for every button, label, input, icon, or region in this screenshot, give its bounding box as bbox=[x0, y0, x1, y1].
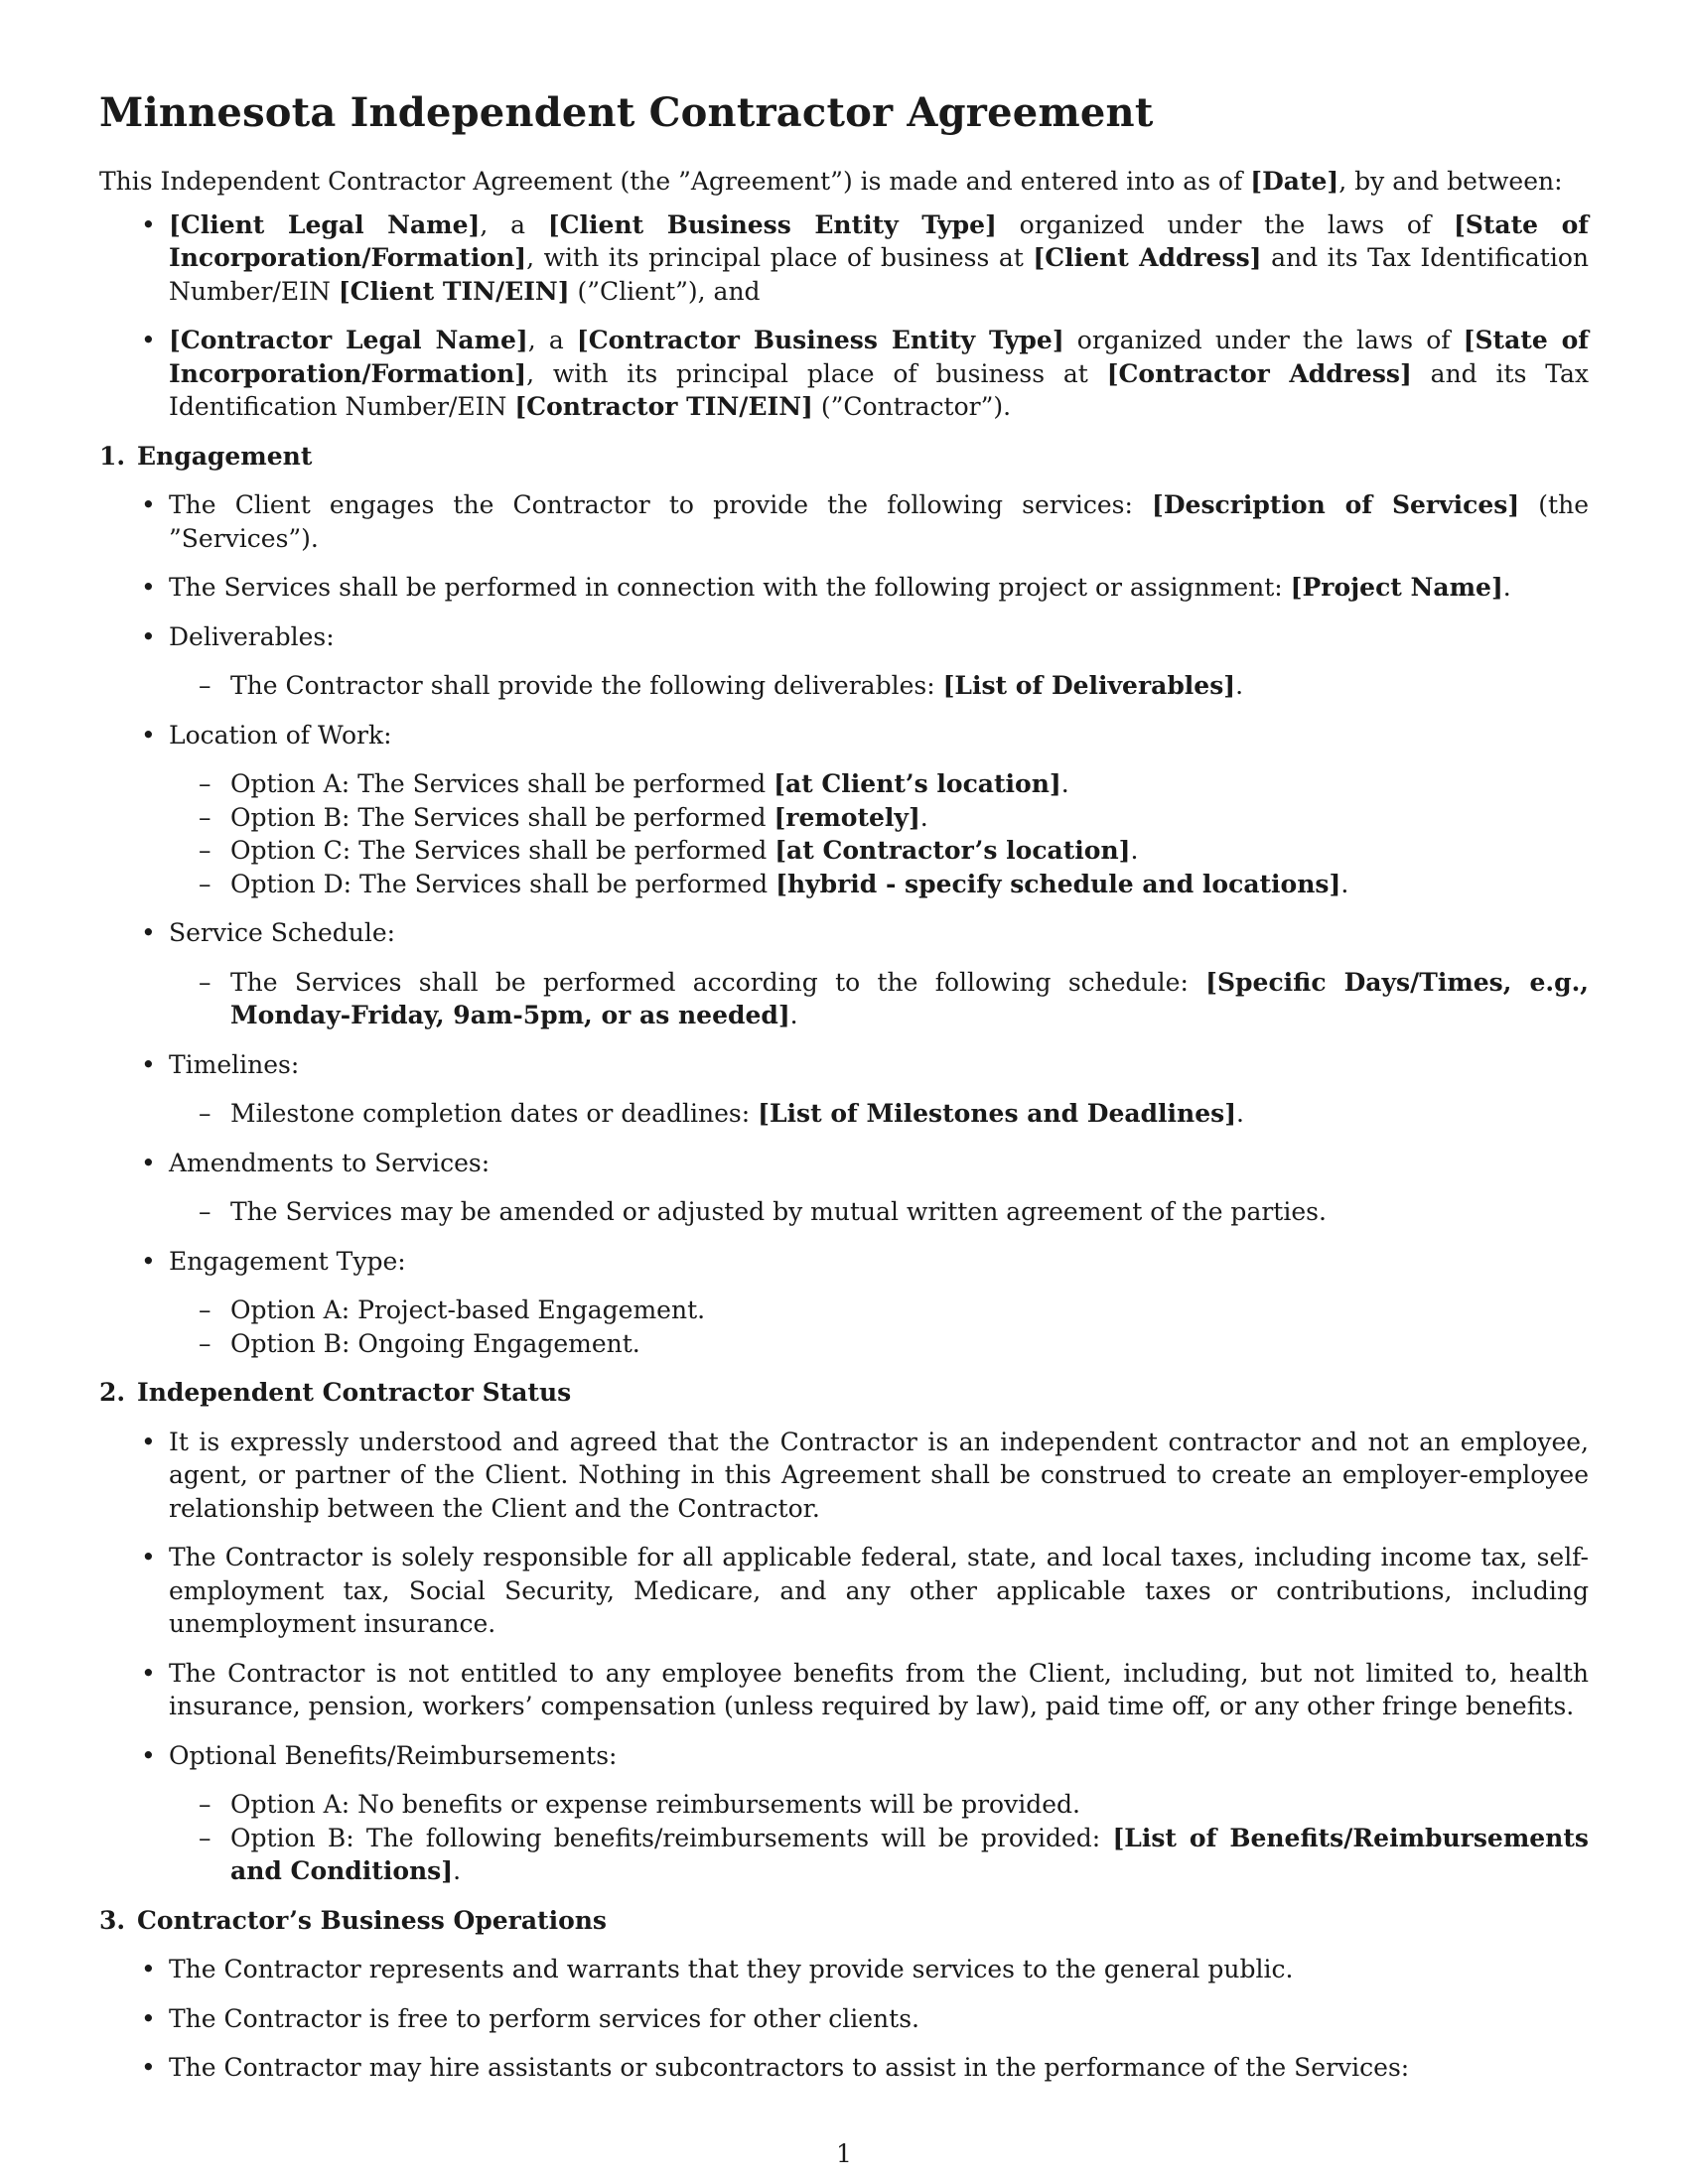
text-segment: It is expressly understood and agreed that the Contractor is an independent contractor and not an employee, agent, or partner of the Client. Nothing in this Agreement shall be construed to create an employer-employee relationship between the Client and the Contractor. bbox=[169, 1427, 1589, 1523]
text-segment: . bbox=[789, 1001, 798, 1029]
parties-list bbox=[99, 208, 1589, 424]
section-title: Contractor’s Business Operations bbox=[137, 1905, 607, 1935]
section-title: Engagement bbox=[137, 441, 313, 471]
text-segment: and its Tax Identification Number/EIN bbox=[169, 243, 1590, 306]
placeholder-field: [Client Address] bbox=[1033, 243, 1262, 272]
placeholder-field: [Client TIN/EIN] bbox=[338, 276, 570, 306]
text-segment: organized under the laws of bbox=[1063, 326, 1464, 354]
text-segment: Service Schedule: bbox=[169, 918, 396, 947]
text-segment: , with its principal place of business at bbox=[526, 243, 1034, 272]
sub-list-item bbox=[169, 966, 1589, 1032]
text-segment: Option D: The Services shall be performed bbox=[230, 869, 776, 898]
sections-container bbox=[99, 440, 1589, 2085]
text-segment: Engagement Type: bbox=[169, 1246, 406, 1276]
placeholder-field: [Contractor TIN/EIN] bbox=[514, 392, 813, 421]
text-segment: organized under the laws of bbox=[996, 209, 1454, 239]
text-segment: Option C: The Services shall be performed bbox=[230, 836, 775, 865]
text-segment: Option B: The Services shall be performed bbox=[230, 802, 774, 832]
text-segment: Option A: No benefits or expense reimbursements will be provided. bbox=[230, 1790, 1080, 1819]
placeholder-field: [Project Name] bbox=[1290, 573, 1503, 602]
placeholder-field: [Contractor Address] bbox=[1106, 358, 1412, 388]
text-segment: The Services may be amended or adjusted by mutual written agreement of the parties. bbox=[230, 1197, 1327, 1226]
intro-text-before: This Independent Contractor Agreement (the ”Agreement”) is made and entered into as of bbox=[99, 167, 1251, 196]
document-title: Minnesota Independent Contractor Agreement bbox=[99, 89, 1154, 136]
list-item bbox=[99, 1426, 1589, 1526]
text-segment: The Contractor is solely responsible for all applicable federal, state, and local taxes, including income tax, self-employment tax, Social Security, Medicare, and any other applicable taxes or contributions, including unemployment insurance. bbox=[169, 1543, 1589, 1638]
list-item bbox=[99, 1953, 1589, 1986]
intro-date-placeholder: [Date] bbox=[1250, 167, 1339, 196]
intro-paragraph bbox=[99, 165, 1589, 199]
sub-list bbox=[169, 767, 1589, 900]
intro-text-after: , by and between: bbox=[1338, 167, 1563, 196]
text-segment: . bbox=[453, 1856, 462, 1885]
text-segment: Location of Work: bbox=[169, 720, 392, 750]
text-segment: . bbox=[1236, 1099, 1244, 1128]
text-segment: Option A: Project-based Engagement. bbox=[230, 1296, 706, 1324]
placeholder-field: [Specific Days/Times, e.g., Monday-Friday, 9am-5pm, or as needed] bbox=[230, 967, 1589, 1029]
placeholder-field: [List of Milestones and Deadlines] bbox=[758, 1099, 1237, 1128]
text-segment: Amendments to Services: bbox=[169, 1148, 491, 1177]
sub-list-item bbox=[169, 669, 1589, 703]
text-segment: The Contractor is not entitled to any employee benefits from the Client, including, but not limited to, health insurance, pension, workers’ compensation (unless required by law), paid time off, or any other fringe benefits. bbox=[169, 1658, 1589, 1720]
party-item bbox=[99, 324, 1589, 424]
sub-list bbox=[169, 1294, 1589, 1360]
list-item bbox=[99, 2051, 1589, 2085]
list-item bbox=[99, 1147, 1589, 1229]
placeholder-field: [Contractor Legal Name] bbox=[169, 326, 528, 354]
placeholder-field: [at Contractor’s location] bbox=[774, 836, 1131, 865]
sub-list bbox=[169, 1788, 1589, 1888]
list-item bbox=[99, 1541, 1589, 1641]
text-segment: . bbox=[1060, 769, 1069, 798]
section-title: Independent Contractor Status bbox=[137, 1378, 572, 1407]
section-heading bbox=[99, 440, 1589, 474]
text-segment: . bbox=[1130, 836, 1139, 865]
page-number: 1 bbox=[836, 2139, 852, 2168]
text-segment: The Contractor shall provide the following deliverables: bbox=[230, 671, 943, 700]
text-segment: . bbox=[1502, 573, 1511, 602]
text-segment: , with its principal place of business at bbox=[526, 358, 1107, 388]
list-item bbox=[99, 2002, 1589, 2036]
text-segment: The Client engages the Contractor to provide the following services: bbox=[169, 490, 1153, 519]
placeholder-field: [Contractor Business Entity Type] bbox=[576, 326, 1064, 354]
text-segment: The Contractor is free to perform services for other clients. bbox=[169, 2003, 919, 2033]
list-item bbox=[99, 719, 1589, 901]
section-list bbox=[99, 1426, 1589, 1888]
sub-list bbox=[169, 966, 1589, 1032]
placeholder-field: [Description of Services] bbox=[1152, 490, 1520, 519]
sub-list-item bbox=[169, 1195, 1589, 1229]
sub-list bbox=[169, 669, 1589, 703]
section-list bbox=[99, 1953, 1589, 2085]
list-item bbox=[99, 1739, 1589, 1888]
text-segment: Option A: The Services shall be performed bbox=[230, 769, 774, 798]
text-segment: The Services shall be performed in connection with the following project or assignment: bbox=[169, 573, 1291, 602]
placeholder-field: [Client Legal Name] bbox=[169, 209, 481, 239]
sub-list-item bbox=[169, 767, 1589, 801]
section-number: 3. bbox=[99, 1905, 126, 1935]
text-segment: Option B: The following benefits/reimbursements will be provided: bbox=[230, 1823, 1113, 1852]
text-segment: Timelines: bbox=[169, 1049, 300, 1079]
section-heading bbox=[99, 1904, 1589, 1938]
sub-list bbox=[169, 1195, 1589, 1229]
text-segment: Optional Benefits/Reimbursements: bbox=[169, 1740, 618, 1770]
section-list bbox=[99, 488, 1589, 1360]
placeholder-field: [List of Deliverables] bbox=[942, 671, 1236, 700]
text-segment: , a bbox=[527, 326, 577, 354]
text-segment: (the ”Services”). bbox=[169, 490, 1589, 553]
text-segment: , a bbox=[480, 209, 548, 239]
text-segment: (”Client”), and bbox=[569, 276, 761, 306]
text-segment: . bbox=[1340, 869, 1349, 898]
sub-list-item bbox=[169, 1097, 1589, 1131]
text-segment: The Contractor may hire assistants or subcontractors to assist in the performance of the Services: bbox=[169, 2053, 1410, 2082]
text-segment: . bbox=[1235, 671, 1244, 700]
list-item bbox=[99, 571, 1589, 605]
sub-list bbox=[169, 1097, 1589, 1131]
sub-list-item bbox=[169, 868, 1589, 901]
sub-list-item bbox=[169, 1822, 1589, 1888]
sub-list-item bbox=[169, 1294, 1589, 1327]
sub-list-item bbox=[169, 834, 1589, 868]
text-segment: Option B: Ongoing Engagement. bbox=[230, 1328, 640, 1358]
list-item bbox=[99, 488, 1589, 555]
text-segment: The Contractor represents and warrants that they provide services to the general public. bbox=[169, 1955, 1294, 1983]
placeholder-field: [State of Incorporation/Formation] bbox=[169, 326, 1590, 388]
list-item bbox=[99, 916, 1589, 1032]
sub-list-item bbox=[169, 1327, 1589, 1361]
document-page bbox=[99, 79, 1589, 2101]
text-segment: . bbox=[919, 802, 928, 832]
placeholder-field: [State of Incorporation/Formation] bbox=[169, 209, 1590, 272]
section-heading bbox=[99, 1376, 1589, 1410]
section-number: 1. bbox=[99, 441, 126, 471]
placeholder-field: [at Client’s location] bbox=[774, 769, 1061, 798]
text-segment: The Services shall be performed according to the following schedule: bbox=[230, 967, 1206, 997]
placeholder-field: [remotely] bbox=[774, 802, 920, 832]
list-item bbox=[99, 1245, 1589, 1361]
sub-list-item bbox=[169, 1788, 1589, 1822]
sub-list-item bbox=[169, 801, 1589, 835]
list-item bbox=[99, 620, 1589, 703]
placeholder-field: [Client Business Entity Type] bbox=[547, 209, 997, 239]
placeholder-field: [hybrid - specify schedule and locations] bbox=[775, 869, 1341, 898]
list-item bbox=[99, 1048, 1589, 1131]
placeholder-field: [List of Benefits/Reimbursements and Conditions] bbox=[230, 1823, 1589, 1885]
list-item bbox=[99, 1657, 1589, 1723]
text-segment: and its Tax Identification Number/EIN bbox=[169, 358, 1590, 421]
text-segment: Deliverables: bbox=[169, 621, 335, 651]
text-segment: Milestone completion dates or deadlines: bbox=[230, 1099, 759, 1128]
section-number: 2. bbox=[99, 1378, 126, 1407]
text-segment: (”Contractor”). bbox=[812, 392, 1012, 421]
party-item bbox=[99, 208, 1589, 309]
